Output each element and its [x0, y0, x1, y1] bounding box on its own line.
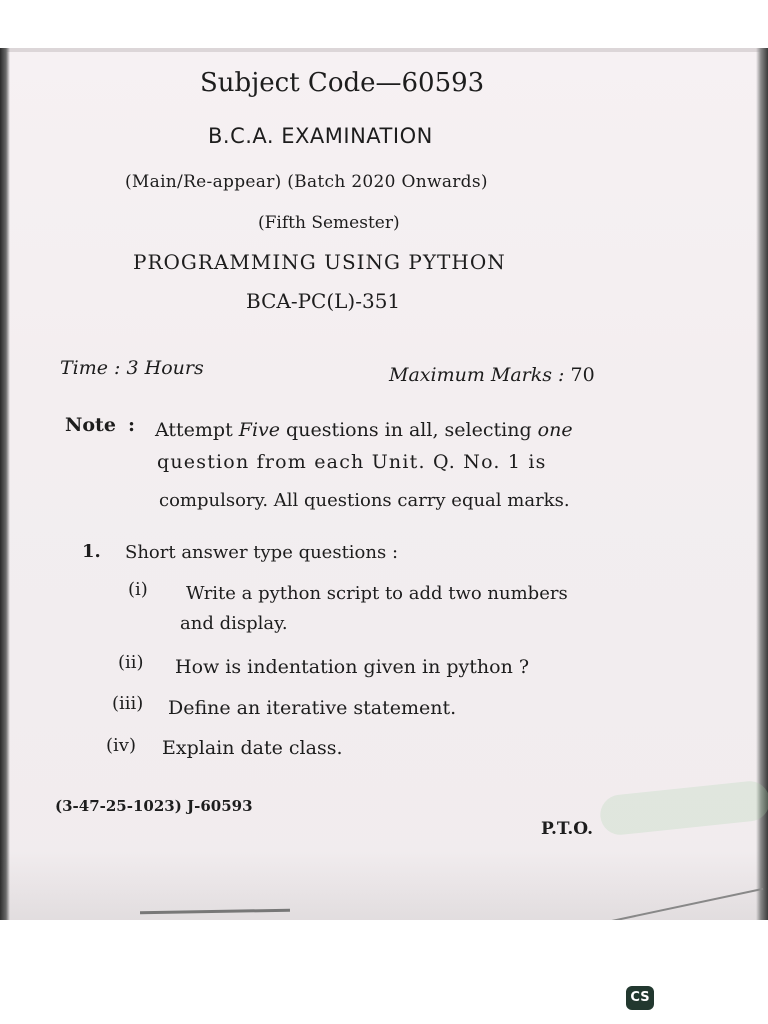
subject-title: PROGRAMMING USING PYTHON: [133, 250, 506, 274]
subquestion-text: How is indentation given in python ?: [175, 656, 530, 678]
subject-code: Subject Code—60593: [200, 68, 485, 98]
question-number: 1.: [82, 541, 101, 562]
page-bottom-shadow: [0, 850, 768, 920]
footer-code: (3-47-25-1023) J-60593: [55, 797, 253, 815]
note-emphasis: one: [537, 419, 573, 441]
page-top-edge: [0, 48, 768, 52]
camscanner-badge: CS: [626, 986, 654, 1010]
note-line-2: question from each Unit. Q. No. 1 is: [157, 451, 547, 473]
subquestion-text: Write a python script to add two numbers: [186, 583, 568, 604]
marks-label: Maximum Marks :: [389, 364, 565, 386]
paper-code: BCA-PC(L)-351: [246, 289, 401, 313]
background-smear: [598, 779, 768, 837]
subquestion-number: (iii): [112, 693, 144, 714]
page-left-edge: [0, 48, 10, 920]
note-colon: :: [128, 414, 136, 436]
subquestion-text: Explain date class.: [162, 737, 343, 759]
please-turn-over: P.T.O.: [541, 819, 593, 839]
subquestion-number: (i): [128, 579, 148, 600]
subquestion-number: (iv): [106, 735, 136, 756]
note-line-3: compulsory. All questions carry equal marks.: [159, 490, 570, 511]
subquestion-text: and display.: [180, 613, 288, 634]
subquestion-number: (ii): [118, 652, 144, 673]
maximum-marks: [389, 364, 595, 386]
note-line-1: [155, 419, 573, 441]
batch-info: (Main/Re-appear) (Batch 2020 Onwards): [125, 172, 488, 192]
note-text: questions in all, selecting: [280, 419, 538, 441]
note-label: Note: [65, 414, 116, 436]
semester: (Fifth Semester): [258, 213, 400, 233]
time-allowed: Time : 3 Hours: [60, 357, 204, 379]
marks-value: 70: [570, 364, 595, 386]
subquestion-text: Define an iterative statement.: [168, 697, 457, 719]
note-text: Attempt: [155, 419, 239, 441]
note-emphasis: Five: [238, 419, 281, 441]
question-heading: Short answer type questions :: [125, 542, 399, 563]
exam-title: B.C.A. EXAMINATION: [208, 124, 433, 148]
